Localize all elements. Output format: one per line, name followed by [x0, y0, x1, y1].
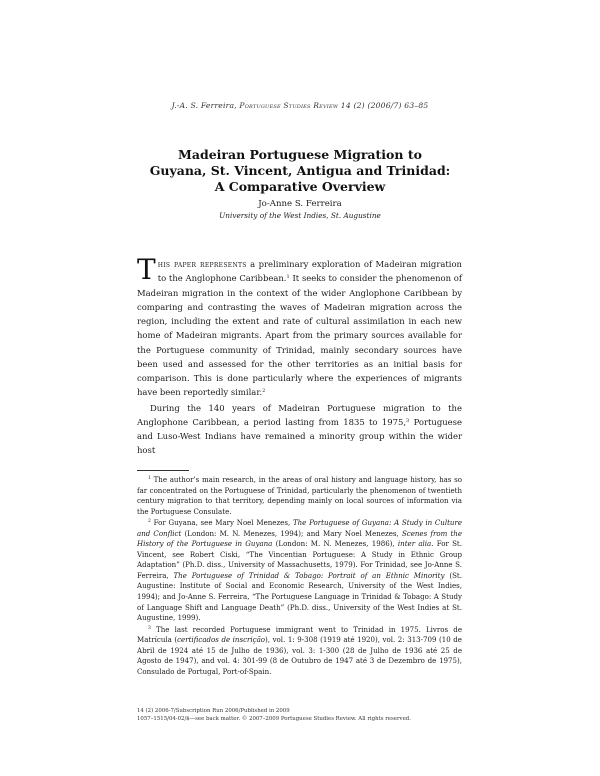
footer-line: 14 (2) 2006-7/Subscription Run 2006/Published in 2009: [137, 708, 290, 714]
title-line: Guyana, St. Vincent, Antigua and Trinidad:: [149, 163, 451, 178]
footnote-text: (London: M. N. Menezes, 1986),: [272, 539, 398, 549]
body-paragraph: [137, 253, 463, 400]
footnote-text: The author’s main research, in the areas of oral history and language history, has so far concentrated on the Portuguese of Trinidad, particularly the phenomenon of twentieth century migration to that territory, depending mainly on local sources of information via the Portuguese Consulate.: [137, 475, 462, 516]
footer-line: 1057–1515/04-02/$—see back matter. © 2007–2009 Portuguese Studies Review. All rights reserved.: [137, 716, 411, 722]
footnotes: [137, 475, 462, 678]
author-affiliation: University of the West Indies, St. Augustine: [219, 211, 381, 220]
footnote-italic: The Portuguese of Trinidad & Tobago: Portrait of an Ethnic Minority: [173, 570, 445, 580]
footnote-number: 1: [148, 476, 151, 481]
running-head-author: J.-A. S. Ferreira,: [171, 101, 237, 110]
title-line: Madeiran Portuguese Migration to: [178, 147, 422, 162]
footnote: [137, 518, 462, 623]
footnote-text: . For St. Vincent, see Robert Ciski, “The Vincentian Portuguese: A Study in Ethnic Group Adaptation” (Ph.D. diss., University of Massachusetts, 1979). For Trinidad, see Jo-Anne S. Ferreira,: [137, 539, 462, 580]
running-head: [0, 101, 600, 110]
paragraph-text: Portuguese and Luso-West Indians have remained a minority group within the wider host: [137, 416, 463, 456]
footnote-italic: The Portuguese of Guyana: A Study in Culture and Conflict: [137, 518, 462, 538]
footnote-italic: certificados de inscrição: [177, 635, 266, 645]
footnote-ref: 3: [406, 417, 410, 424]
footnote-italic: Scenes from the History of the Portuguese in Guyana: [137, 528, 462, 549]
footnote-ref: 2: [262, 388, 266, 395]
paragraph-text: During the 140 years of Madeiran Portuguese migration to the Anglophone Caribbean, a period lasting from 1835 to 1975,: [137, 402, 462, 427]
running-head-citation: 14 (2) (2006/7) 63–85: [340, 101, 429, 110]
footnote-divider: [137, 470, 189, 471]
body-paragraph: [137, 401, 462, 458]
footnote-text: The last recorded Portuguese immigrant went to Trinidad in 1975. Livros de Matrícula (: [137, 624, 462, 645]
footnote: [137, 625, 462, 678]
footnote-text: (London: M. N. Menezes, 1994); and Mary Noel Menezes,: [181, 528, 402, 538]
footnote-italic: inter alia: [397, 539, 432, 549]
page-footer: [137, 707, 467, 723]
article-title: [100, 147, 500, 195]
drop-cap: T: [137, 253, 156, 286]
footnote-ref: 1: [286, 274, 290, 281]
footnote-number: 3: [148, 625, 151, 631]
footnote-text: ), vol. 1: 9-308 (1919 até 1920), vol. 2: 313-709 (10 de Abril de 1924 até 15 de Julho de 1936), vol. 3: 1-300 (28 de Julho de 1936 até 25 de Agosto de 1947), and vol. 4: 301-99 (8 de Outubro de 1947 até 3 de Dezembro de 1975), Consulado de Portugal, Port-of-Spain.: [137, 635, 462, 676]
footnote-text: (St. Augustine: Institute of Social and Economic Research, University of the West Indies, 1994); and Jo-Anne S. Ferreira, “The Portuguese Language in Trinidad & Tobago: A Study of Language Shift and Language Death” (Ph.D. diss., University of the West Indies at St. Augustine, 1999).: [137, 570, 462, 623]
paragraph-text: a preliminary exploration of Madeiran migration to the Anglophone Caribbean.: [157, 259, 462, 284]
article-author: Jo-Anne S. Ferreira: [258, 199, 342, 209]
footnote-text: For Guyana, see Mary Noel Menezes,: [153, 518, 293, 528]
title-line: A Comparative Overview: [214, 179, 386, 194]
footnote: [137, 475, 462, 517]
lead-in-small-caps: his paper represents: [157, 259, 247, 269]
footnote-number: 2: [148, 519, 151, 525]
paragraph-text: It seeks to consider the phenomenon of Madeiran migration in the context of the wider Anglophone Caribbean by comparing and contrasting the waves of Madeiran migration across the region, including the extent and rate of cultural assimilation in each new home of Madeiran migrants. Apart from the primary sources available for the Portuguese community of Trinidad, mainly secondary sources have been used and assessed for the other territories as an initial basis for comparison. This is done particularly where the experiences of migrants have been reportedly similar.: [137, 273, 463, 398]
running-head-journal: Portuguese Studies Review: [239, 101, 339, 110]
body-text: [137, 253, 463, 458]
